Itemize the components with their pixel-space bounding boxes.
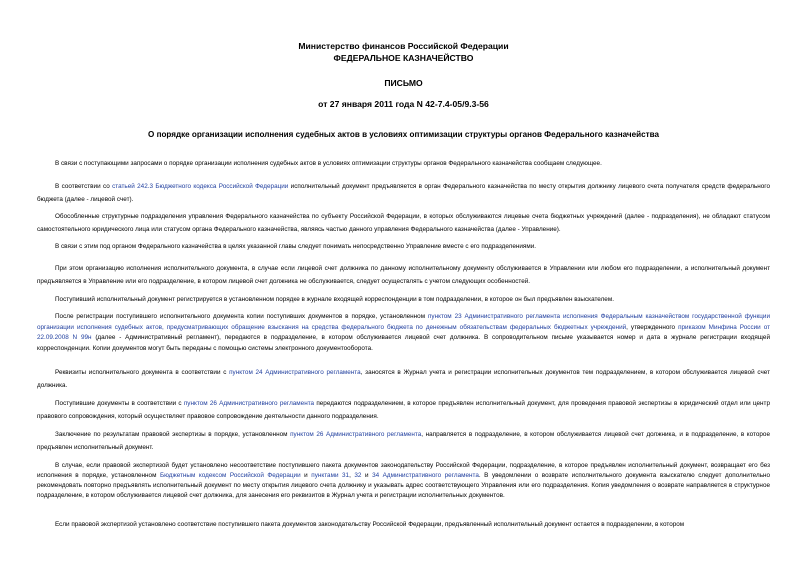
link-regulation-item-26[interactable]: пунктом 26 Административного регламента	[183, 400, 315, 407]
paragraph-7	[37, 312, 770, 354]
paragraph-11-text-d: и	[361, 471, 373, 479]
paragraph-10-text-b: , направляется в подразделение, в котором обслуживается лицевой счет должника, и в подразделение, в которое предъявлен исполнительный документ.	[37, 431, 770, 452]
paragraph-11-text-b: и	[300, 471, 312, 479]
paragraph-2-text-b: исполнительный документ предъявляется в орган Федерального казначейства по месту открытия должнику лицевого счета получателя средств федерального бюджета (далее - лицевой счет).	[37, 183, 771, 204]
link-budget-code[interactable]: Бюджетным кодексом Российской Федерации	[159, 471, 301, 479]
paragraph-8-text-a: Реквизиты исполнительного документа в соответствии с	[55, 369, 230, 376]
paragraph-11-text-c: ,	[349, 471, 355, 479]
paragraph-1	[37, 157, 770, 170]
paragraph-9	[37, 397, 770, 423]
link-regulation-item-34[interactable]: 34 Административного регламента	[372, 471, 479, 479]
paragraph-12	[37, 518, 770, 531]
treasury-title: ФЕДЕРАЛЬНОЕ КАЗНАЧЕЙСТВО	[333, 53, 474, 63]
paragraph-7-text-a: После регистрации поступившего исполнительного документа копии поступивших документов в порядке, установленном	[55, 313, 428, 320]
link-budget-code-article-242-3[interactable]: статьей 242.3 Бюджетного кодекса Российской Федерации	[112, 183, 289, 190]
paragraph-4	[37, 240, 770, 253]
document-subject: О порядке организации исполнения судебных актов в условиях оптимизации структуры органов Федерального казначейства	[148, 130, 659, 139]
paragraph-3	[37, 210, 770, 236]
document-date-number: от 27 января 2011 года N 42-7.4-05/9.3-56	[318, 99, 489, 109]
paragraph-3-text: Обособленные структурные подразделения управления Федерального казначейства по субъекту Российской Федерации, в которых обслуживаются лицевые счета бюджетных учреждений (далее - подразделения), не обладают статусом самостоятельного юридического лица или статусом органа Федерального казначейства, являясь частью данного управления Федерального казначейства (далее - Управление).	[37, 213, 770, 234]
paragraph-11-text-a: В случае, если правовой экспертизой будет установлено несоответствие поступившего пакета документов законодательству Российской Федерации, подразделение, в которое предъявлен исполнительный документ, возвращает его без исполнения в порядке, установленном	[37, 462, 770, 479]
ministry-title: Министерство финансов Российской Федерации	[298, 41, 509, 51]
link-regulation-item-31[interactable]: пунктами 31	[311, 471, 350, 479]
paragraph-7-text-c: (далее - Административный регламент), передаются в подразделение, в котором обслуживается лицевой счет должника. В сопроводительном письме указывается номер и дата в журнале регистрации входящей корреспонденции. Копии документов могут быть переданы с помощью системы электронного документооборота.	[37, 334, 770, 352]
link-regulation-item-24[interactable]: пунктом 24 Административного регламента	[229, 369, 361, 376]
paragraph-6-text: Поступивший исполнительный документ регистрируется в установленном порядке в журнале входящей корреспонденции в том подразделении, в которое он был предъявлен взыскателем.	[55, 296, 614, 303]
paragraph-11	[37, 461, 770, 501]
link-minfin-order-99n[interactable]: приказом Минфина России от 22.09.2008 N 99н	[37, 323, 770, 341]
paragraph-2-text-a: В соответствии со	[55, 183, 113, 190]
paragraph-12-text: Если правовой экспертизой установлено соответствие поступившего пакета документов законодательству Российской Федерации, предъявленный исполнительный документ остается в подразделении, в котором	[55, 521, 685, 528]
paragraph-4-text: В связи с этим под органом Федерального казначейства в целях указанной главы следует понимать непосредственно Управление вместе с его подразделениями.	[55, 243, 537, 250]
paragraph-9-text-b: передаются подразделением, в которое предъявлен исполнительный документ, для проведения правовой экспертизы в юридический отдел или центр правового сопровождения, который осуществляет правовое сопровождение деятельности данного подразделения.	[37, 400, 770, 421]
paragraph-8-text-b: , заносятся в Журнал учета и регистрации исполнительных документов тем подразделением, в котором обслуживается лицевой счет должника.	[37, 369, 771, 390]
paragraph-6	[37, 293, 770, 306]
document-type: ПИСЬМО	[384, 78, 423, 88]
link-regulation-item-23[interactable]: пунктом 23 Административного регламента исполнения Федеральным казначейством государственной функции организации исполнения судебных актов, предусматривающих обращение взыскания на средства федерального бюджета по денежным обязательствам федеральных бюджетных учреждений	[37, 313, 770, 331]
paragraph-10	[37, 428, 770, 454]
paragraph-10-text-a: Заключение по результатам правовой экспертизы в порядке, установленном	[55, 431, 291, 438]
paragraph-1-text: В связи с поступающими запросами о порядке организации исполнения судебных актов в условиях оптимизации структуры органов Федерального казначейства сообщаем следующее.	[55, 160, 602, 167]
paragraph-2	[37, 180, 770, 206]
link-regulation-item-26-second[interactable]: пунктом 26 Административного регламента	[290, 431, 422, 438]
paragraph-9-text-a: Поступившие документы в соответствии с	[55, 400, 184, 407]
paragraph-5-text: При этом организацию исполнения исполнительного документа, в случае если лицевой счет должника по данному исполнительному документу обслуживается в Управлении или любом его подразделении, а исполнительный документ предъявляется в Управление или его подразделение, в котором лицевой счет должника не обслуживается, следует осуществлять с учетом следующих особенностей.	[37, 265, 770, 286]
paragraph-8	[37, 366, 770, 392]
paragraph-7-text-b: , утвержденного	[626, 323, 679, 331]
link-regulation-item-32[interactable]: 32	[354, 471, 362, 479]
paragraph-11-text-e: . В уведомлении о возврате исполнительного документа взыскателю следует дополнительно рекомендовать повторно предъявлять исполнительный документ по месту открытия лицевого счета должнику и указывать адрес соответствующего Управления или его подразделения. Копия уведомления о возврате направляется в структурное подразделение, в котором обслуживается лицевой счет должника, для занесения его реквизитов в Журнал учета и регистрации исполнительных документов.	[37, 471, 771, 499]
paragraph-5	[37, 262, 770, 288]
